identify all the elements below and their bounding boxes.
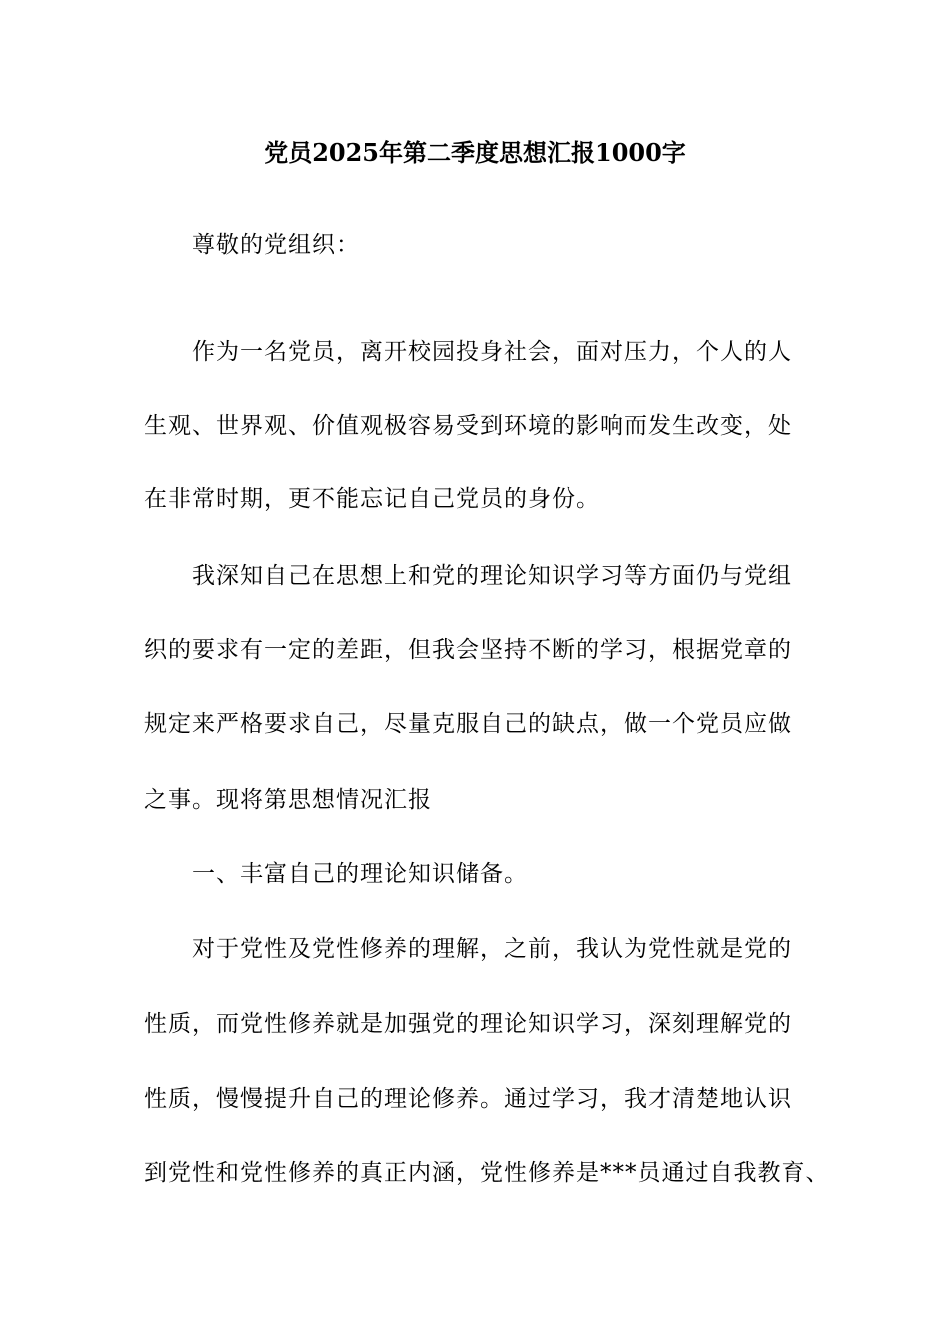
paragraph-line: 规定来严格要求自己，尽量克服自己的缺点，做一个党员应做 [144,711,792,737]
paragraph-line: 我深知自己在思想上和党的理论知识学习等方面仍与党组 [192,563,792,589]
paragraph-line: 性质，而党性修养就是加强党的理论知识学习，深刻理解党的 [144,1011,792,1037]
paragraph-line: 作为一名党员，离开校园投身社会，面对压力，个人的人 [192,339,792,365]
paragraph-line: 在非常时期，更不能忘记自己党员的身份。 [144,486,600,512]
paragraph-line: 织的要求有一定的差距，但我会坚持不断的学习，根据党章的 [144,637,792,663]
section-heading: 一、丰富自己的理论知识储备。 [192,861,528,887]
paragraph-line: 到党性和党性修养的真正内涵，党性修养是***员通过自我教育、 [144,1160,830,1186]
paragraph-line: 对于党性及党性修养的理解，之前，我认为党性就是党的 [192,936,792,962]
document-title: 党员2025年第二季度思想汇报1000字 [264,138,686,167]
paragraph-line: 之事。现将第思想情况汇报 [144,787,432,813]
paragraph-line: 性质，慢慢提升自己的理论修养。通过学习，我才清楚地认识 [144,1086,792,1112]
paragraph-line: 生观、世界观、价值观极容易受到环境的影响而发生改变，处 [144,413,792,439]
salutation: 尊敬的党组织： [192,232,360,258]
